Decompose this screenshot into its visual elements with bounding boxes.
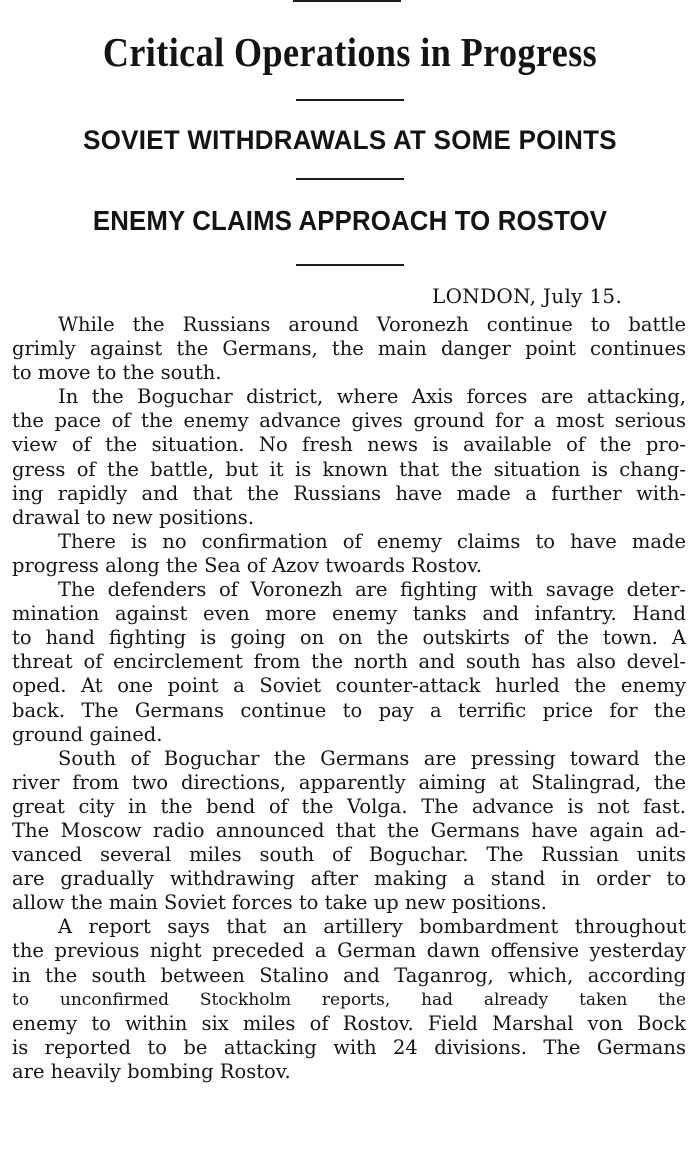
article-line: There is no confirmation of enemy claims to have made: [58, 529, 686, 553]
article-line: vanced several miles south of Boguchar. The Russian units: [12, 843, 686, 867]
article-line: view of the situation. No fresh news is available of the pro-: [12, 433, 686, 457]
article-line: ing rapidly and that the Russians have made a further with-: [12, 481, 686, 505]
article-line: The defenders of Voronezh are fighting with savage deter-: [58, 578, 686, 602]
article-line: to hand fighting is going on on the outskirts of the town. A: [12, 626, 686, 650]
article-line: gress of the battle, but it is known that the situation is chang-: [12, 457, 686, 481]
article-line: threat of encirclement from the north and south has also devel-: [12, 650, 686, 674]
article-body: [12, 313, 686, 1084]
article-line: are gradually withdrawing after making a stand in order to: [12, 867, 686, 891]
article-line: to unconfirmed Stockholm reports, had already taken the: [12, 989, 686, 1010]
article-line: in the south between Stalino and Taganrog, which, according: [12, 963, 686, 987]
article-line: allow the main Soviet forces to take up new positions.: [12, 891, 547, 915]
article-line: While the Russians around Voronezh continue to battle: [58, 313, 686, 336]
article-line: The Moscow radio announced that the Germans have again ad-: [12, 818, 686, 842]
rule-under-headline: [296, 99, 404, 101]
top-rule: [293, 0, 401, 2]
article-line: river from two directions, apparently aiming at Stalingrad, the: [12, 770, 686, 794]
article-line: In the Boguchar district, where Axis forces are attacking,: [58, 385, 686, 409]
article-line: is reported to be attacking with 24 divisions. The Germans: [12, 1035, 686, 1059]
article-line: great city in the bend of the Volga. The advance is not fast.: [12, 794, 686, 818]
subhead-rostov: ENEMY CLAIMS APPROACH TO ROSTOV: [92, 205, 608, 236]
article-line: drawal to new positions.: [12, 505, 254, 529]
article-line: to move to the south.: [12, 361, 222, 385]
rule-under-subhead-2: [296, 264, 404, 266]
article-line: mination against even more enemy tanks and infantry. Hand: [12, 602, 686, 626]
article-line: the previous night preceded a German dawn offensive yesterday: [12, 939, 686, 963]
subhead-withdrawals: SOVIET WITHDRAWALS AT SOME POINTS: [83, 125, 617, 155]
article-line: the pace of the enemy advance gives ground for a most serious: [12, 409, 686, 433]
rule-under-subhead-1: [296, 178, 404, 180]
dateline: LONDON, July 15.: [432, 284, 623, 308]
article-line: enemy to within six miles of Rostov. Field Marshal von Bock: [12, 1011, 686, 1035]
article-line: oped. At one point a Soviet counter-attack hurled the enemy: [12, 674, 686, 698]
article-line: progress along the Sea of Azov twoards Rostov.: [12, 553, 483, 577]
headline: Critical Operations in Progress: [102, 29, 598, 75]
article-line: are heavily bombing Rostov.: [12, 1059, 291, 1083]
article-line: back. The Germans continue to pay a terrific price for the: [12, 698, 686, 722]
article-line: ground gained.: [12, 722, 163, 746]
article-line: South of Boguchar the Germans are pressing toward the: [58, 746, 686, 770]
article-line: A report says that an artillery bombardment throughout: [58, 915, 686, 939]
article-line: grimly against the Germans, the main danger point continues: [12, 337, 686, 361]
